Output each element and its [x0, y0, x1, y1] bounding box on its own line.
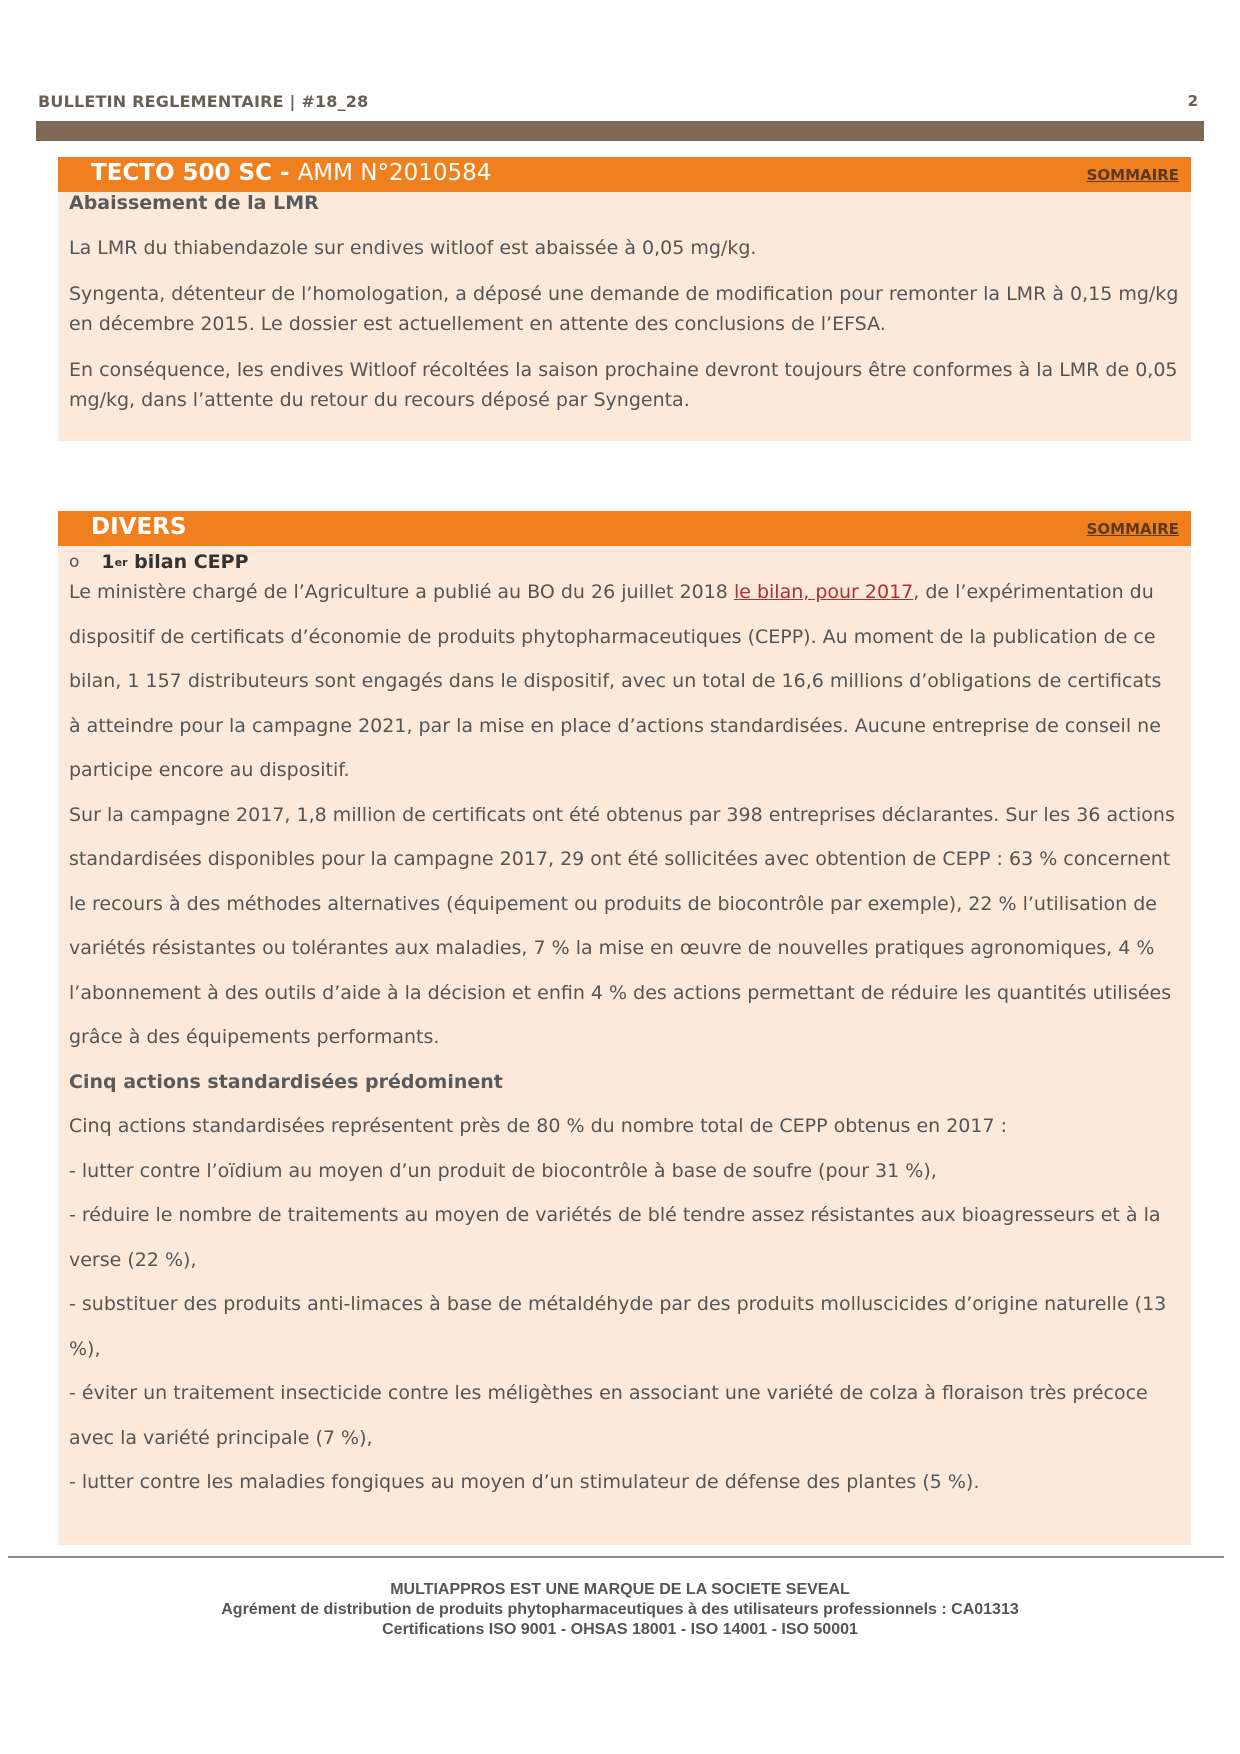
action-item-5: - lutter contre les maladies fongiques au moyen d’un stimulateur de défense des plantes (5 %). — [69, 1471, 980, 1493]
bulletin-title: BULLETIN REGLEMENTAIRE | #18_28 — [38, 92, 369, 111]
tecto-title-bold: TECTO 500 SC - — [91, 160, 298, 186]
sommaire-link[interactable]: SOMMAIRE — [1086, 520, 1179, 538]
divers-section-header — [58, 511, 1191, 546]
cepp-paragraph-3: Cinq actions standardisées représentent près de 80 % du nombre total de CEPP obtenus en 2017 : — [69, 1115, 1008, 1137]
page-number: 2 — [1187, 92, 1198, 110]
cepp-p1-after: , de l’expérimentation du dispositif de certificats d’économie de produits phytopharmaceutiques (CEPP). Au moment de la publication de ce bilan, 1 157 distributeurs sont engagés dans le dispositif, avec un total de 16,6 millions d’obligations de certificats à atteindre pour la campagne 2021, par la mise en place d’actions standardisées. Aucune entreprise de conseil ne participe encore au dispositif. — [69, 581, 1162, 781]
bilan-2017-link[interactable]: le bilan, pour 2017 — [733, 581, 914, 603]
header-bar — [36, 121, 1204, 141]
lmr-paragraph-2: Syngenta, détenteur de l’homologation, a déposé une demande de modification pour remonter la LMR à 0,15 mg/kg en décembre 2015. Le dossier est actuellement en attente des conclusions de l’EFSA. — [69, 283, 1179, 335]
lmr-subheading: Abaissement de la LMR — [69, 192, 319, 214]
sommaire-link[interactable]: SOMMAIRE — [1086, 166, 1179, 184]
tecto-section-title — [91, 160, 491, 186]
cinq-actions-subheading: Cinq actions standardisées prédominent — [69, 1070, 503, 1093]
tecto-section — [58, 157, 1191, 441]
footer-divider — [8, 1556, 1224, 1558]
lmr-paragraph-3: En conséquence, les endives Witloof récoltées la saison prochaine devront toujours être conformes à la LMR de 0,05 mg/kg, dans l’attente du retour du recours déposé par Syngenta. — [69, 359, 1178, 411]
tecto-section-content — [58, 190, 1191, 415]
bullet-mark: o — [69, 552, 80, 572]
cepp-paragraph-2: Sur la campagne 2017, 1,8 million de certificats ont été obtenus par 398 entreprises déclarantes. Sur les 36 actions standardisées disponibles pour la campagne 2017, 29 ont été sollicitées avec obtention de CEPP : 63 % concernent le recours à des méthodes alternatives (équipement ou produits de biocontrôle par exemple), 22 % l’utilisation de variétés résistantes ou tolérantes aux maladies, 7 % la mise en œuvre de nouvelles pratiques agronomiques, 4 % l’abonnement à des outils d’aide à la décision et enfin 4 % des actions permettant de réduire les quantités utilisées grâce à des équipements performants. — [69, 803, 1175, 1048]
action-item-3: - substituer des produits anti-limaces à base de métaldéhyde par des produits molluscicides d’origine naturelle (13 %), — [69, 1293, 1167, 1360]
action-item-2: - réduire le nombre de traitements au moyen de variétés de blé tendre assez résistantes aux bioagresseurs et à la verse (22 %), — [69, 1204, 1161, 1271]
bullet-number: 1 — [101, 551, 115, 573]
action-item-1: - lutter contre l’oïdium au moyen d’un produit de biocontrôle à base de soufre (pour 31 %), — [69, 1159, 937, 1182]
bullet-title: bilan CEPP — [127, 551, 249, 573]
bullet-superscript: er — [114, 555, 128, 569]
footer-brand-line: MULTIAPPROS EST UNE MARQUE DE LA SOCIETE SEVEAL — [390, 1581, 850, 1598]
divers-section — [58, 511, 1191, 1545]
footer-certifications-line: Certifications ISO 9001 - OHSAS 18001 - ISO 14001 - ISO 50001 — [382, 1621, 858, 1638]
tecto-section-header — [58, 157, 1191, 192]
cepp-p1-before: Le ministère chargé de l’Agriculture a publié au BO du 26 juillet 2018 — [69, 581, 734, 603]
divers-section-title: DIVERS — [91, 514, 187, 540]
action-item-4: - éviter un traitement insecticide contre les méligèthes en associant une variété de colza à floraison très précoce avec la variété principale (7 %), — [69, 1382, 1148, 1449]
footer-agrement-line: Agrément de distribution de produits phytopharmaceutiques à des utilisateurs professionnels : CA01313 — [221, 1601, 1019, 1618]
tecto-title-amm: AMM N°2010584 — [297, 160, 492, 186]
lmr-paragraph-1: La LMR du thiabendazole sur endives witloof est abaissée à 0,05 mg/kg. — [69, 237, 757, 259]
cepp-paragraph-1 — [69, 570, 1179, 793]
divers-section-content — [58, 546, 1191, 1505]
